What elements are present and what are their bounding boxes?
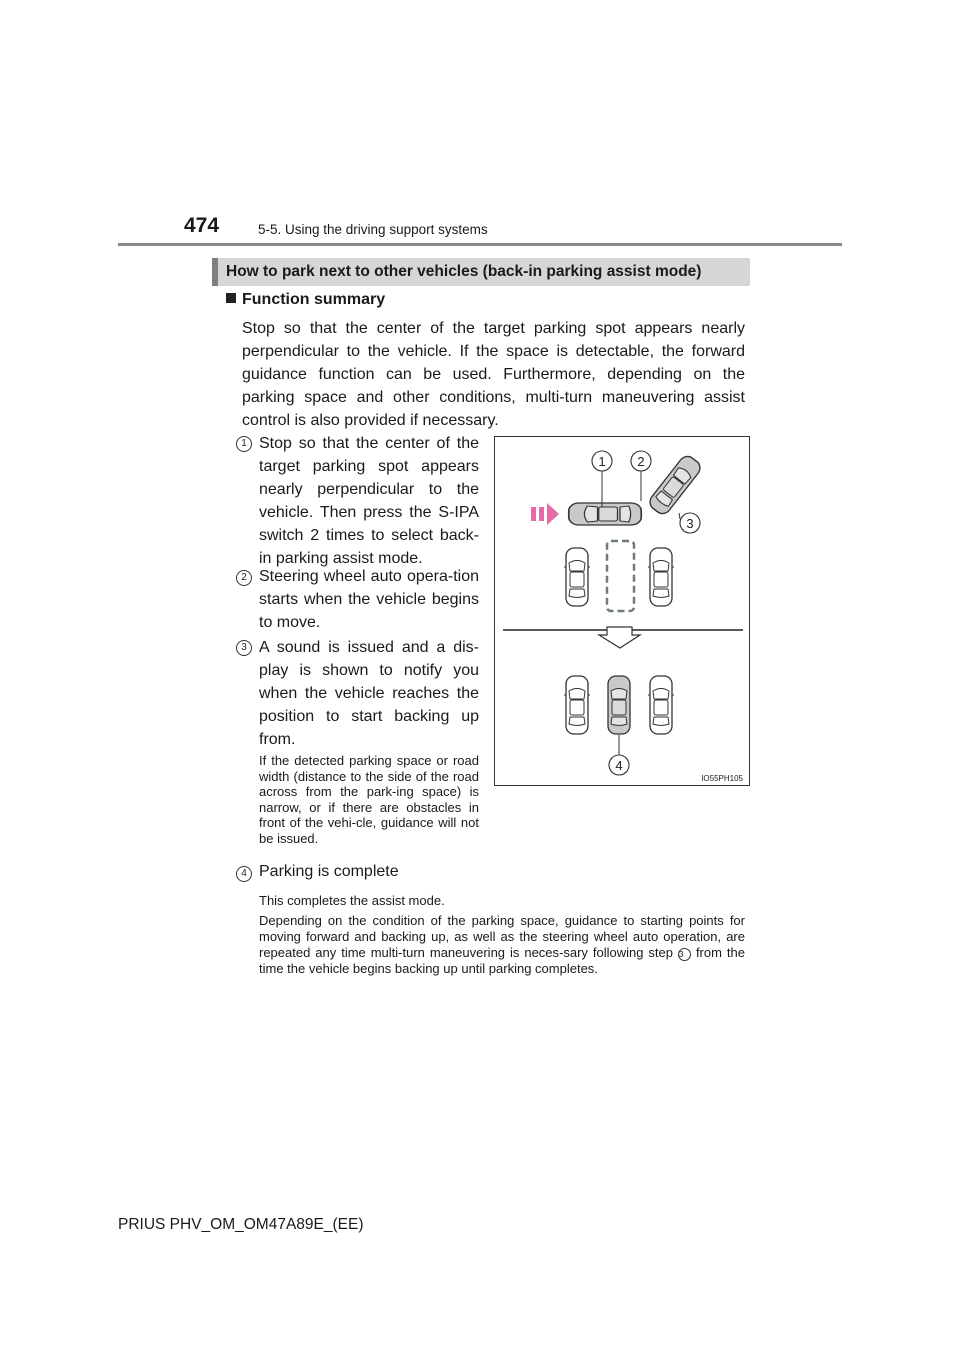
step-1-number: 1 (236, 436, 252, 452)
lower-parked-car-right-icon (648, 676, 674, 734)
callout-1-label: 1 (598, 454, 606, 469)
final-note-before: Depending on the condition of the parking space, guidance to starting points for moving forward and backing up, as well as the steering wheel auto operation, are repeated any time multi-turn maneuvering is neces-sary following step (259, 913, 745, 960)
header-rule (118, 243, 842, 246)
parked-vehicle-complete-icon (608, 676, 630, 734)
step-1-text: Stop so that the center of the target parking spot appears nearly perpendicular to the vehicle. Then press the S-IPA switch 2 times to select back-in parking assist mode. (259, 435, 479, 567)
callout-2-label: 2 (637, 454, 645, 469)
step-3-text: A sound is issued and a dis-play is shown to notify you when the vehicle reaches the position to start backing up from. (259, 639, 479, 748)
footer-doc-id: PRIUS PHV_OM_OM47A89E_(EE) (118, 1216, 364, 1233)
target-parking-spot (607, 541, 634, 611)
maneuvering-car-icon (647, 453, 704, 517)
callout-4 (609, 755, 629, 775)
step-4-number: 4 (236, 866, 252, 882)
step-3-number: 3 (236, 640, 252, 656)
section-heading-bar (212, 258, 750, 286)
final-note (259, 913, 745, 977)
step-3-note: If the detected parking space or road width (distance to the side of the road across from the park-ing space) is narrow, or if there are obstacles in front of the vehi-cle, guidance will not be issued. (259, 753, 479, 846)
intro-paragraph: Stop so that the center of the target parking spot appears nearly perpendicular to the vehicle. If the space is detectable, the forward guidance function can be used. Furthermore, depending on the parking space and other conditions, multi-turn maneuvering assist control is also provided if necessary. (242, 320, 745, 429)
step-4-note: This completes the assist mode. (259, 893, 445, 908)
lower-parked-car-left-icon (564, 676, 590, 734)
subheading (226, 291, 385, 309)
callout-4-label: 4 (615, 758, 623, 773)
section-heading: How to park next to other vehicles (back-in parking assist mode) (226, 263, 702, 280)
callout-2 (631, 451, 651, 471)
callout-1 (592, 451, 612, 471)
parking-diagram (495, 437, 749, 785)
page-number: 474 (184, 214, 220, 237)
subheading-text: Function summary (242, 291, 386, 308)
callout-3 (680, 513, 700, 533)
step-2-number: 2 (236, 570, 252, 586)
parked-car-right-icon (648, 548, 674, 606)
callout-3-label: 3 (686, 516, 694, 531)
step-4-text: Parking is complete (259, 863, 399, 880)
final-note-after: from the time the vehicle begins backing up until parking completes. (259, 945, 745, 976)
heading-accent (212, 258, 218, 286)
moving-car-icon (569, 503, 642, 525)
figure-id: IO55PH105 (701, 774, 743, 783)
step-2-text: Steering wheel auto opera-tion starts when the vehicle begins to move. (259, 568, 479, 631)
guidance-arrow-icon (531, 503, 559, 525)
section-title: 5-5. Using the driving support systems (258, 222, 488, 237)
step-ref-3: 3 (678, 948, 691, 961)
square-bullet-icon (226, 293, 236, 303)
parked-car-left-icon (564, 548, 590, 606)
parking-diagram-figure (494, 436, 750, 786)
